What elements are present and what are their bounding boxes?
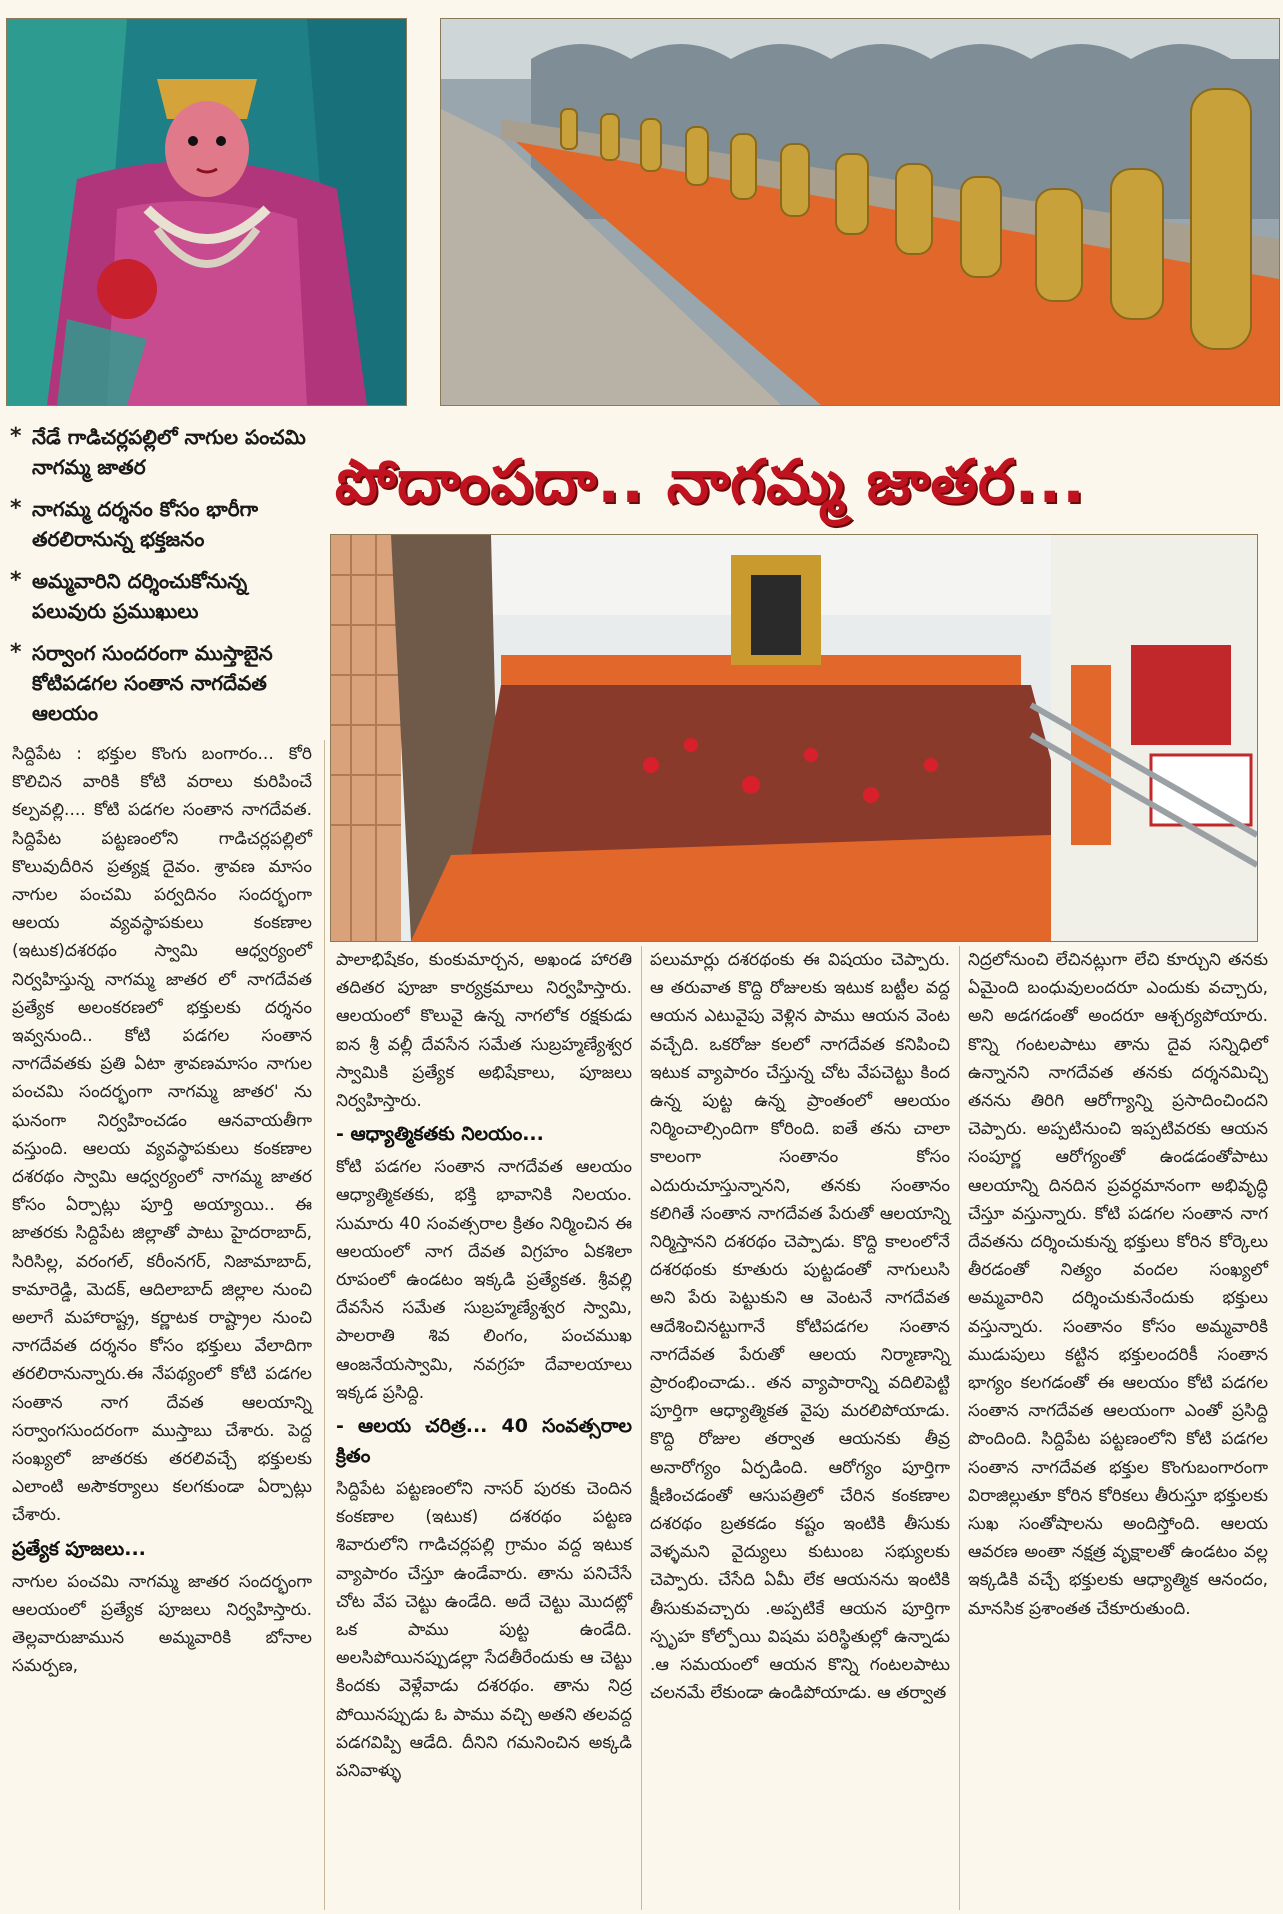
article-column-3 (650, 946, 950, 1707)
goddess-idol-photo (6, 18, 407, 406)
bullet-star-icon: * (10, 568, 22, 593)
subheading-temple-history: - ఆలయ చరిత్ర... 40 సంవత్సరాల క్రితం (336, 1415, 632, 1468)
headline: పోదాంపదా.. నాగమ్మ జాతర... (335, 447, 1086, 517)
highlight-item: * నేడే గాడిచర్లపల్లిలో నాగుల పంచమి నాగమ్మ జాతర (10, 422, 310, 482)
paragraph: నిద్రలోనుంచి లేచినట్లుగా లేచి కూర్చుని తనకు ఏమైంది బంధువులందరూ ఎందుకు వచ్చారు, అని అడగడంతో అందరూ ఆశ్చర్యపోయారు. కొన్ని గంటలపాటు తాను దైవ సన్నిధిలో ఉన్నానని నాగదేవత తనకు దర్శనమిచ్చి తనను తిరిగి ఆరోగ్యాన్ని ప్రసాదించిందని చెప్పారు. అప్పటినుంచి ఇప్పటివరకు ఆయన సంపూర్ణ ఆరోగ్యంతో ఉండడంతోపాటు ఆలయాన్ని దినదిన ప్రవర్ధమానంగా అభివృద్ధి చేస్తూ వస్తున్నారు. కోటి పడగల సంతాన నాగ దేవతను దర్శించుకున్న భక్తులు కోరిన కోర్కెలు తీరడంతో నిత్యం వందల సంఖ్యలో అమ్మవారిని దర్శించుకునేందుకు భక్తులు వస్తున్నారు. సంతానం కోసం అమ్మవారికి ముడుపులు కట్టిన భక్తులందరికీ సంతాన భాగ్యం కలగడంతో ఈ ఆలయం కోటి పడగల సంతాన నాగదేవత ఆలయంగా ఎంతో ప్రసిద్ది పొందింది. సిద్దిపేట పట్టణంలోని కోటి పడగల సంతాన నాగదేవత భక్తుల కొంగుబంగారంగా విరాజిల్లుతూ కోరిన కోరికలు తీరుస్తూ భక్తులకు సుఖ సంతోషాలను అందిస్తోంది. ఆలయ ఆవరణ అంతా నక్షత్ర వృక్షాలతో ఉండటం వల్ల ఇక్కడికి వచ్చే భక్తులకు ఆధ్యాత్మిక ఆనందం, మానసిక ప్రశాంతత చేకూరుతుంది. (968, 950, 1268, 1619)
highlight-item: * సర్వాంగ సుందరంగా ముస్తాబైన కోటిపడగల సంతాన నాగదేవత ఆలయం (10, 638, 310, 728)
bullet-star-icon: * (10, 640, 22, 665)
article-column-4 (968, 946, 1268, 1623)
highlight-item: * నాగమ్మ దర్శనం కోసం భారీగా తరలిరానున్న భక్తజనం (10, 494, 310, 554)
paragraph: కోటి పడగల సంతాన నాగదేవత ఆలయం ఆధ్యాత్మికతకు, భక్తి భావానికి నిలయం. సుమారు 40 సంవత్సరాల క్రితం నిర్మించిన ఈ ఆలయంలో నాగ దేవత విగ్రహం ఏకశిలా రూపంలో ఉండటం ఇక్కడి ప్రత్యేకత. శ్రీవల్లి దేవసేన సమేత సుబ్రహ్మణ్యేశ్వర స్వామి, పాలరాతి శివ లింగం, పంచముఖ ఆంజనేయస్వామి, నవగ్రహ దేవాలయాలు ఇక్కడ ప్రసిద్ది. (336, 1157, 632, 1403)
column-divider (959, 946, 960, 1910)
snake-idols-photo (440, 18, 1280, 406)
highlights-list (10, 422, 310, 740)
paragraph: సిద్దిపేట పట్టణంలోని నాసర్ పురకు చెందిన కంకణాల (ఇటుక) దశరథం పట్టణ శివారులోని గాడిచర్లపల్లి గ్రామం వద్ద ఇటుక వ్యాపారం చేస్తూ ఉండేవారు. తాను పనిచేసే చోట వేప చెట్టు ఉండేది. అదే చెట్టు మొదట్లో ఒక పాము పుట్ట ఉండేది. అలసిపోయినప్పుడల్లా సేదతీరేందుకు ఆ చెట్టు కిందకు వెళ్లేవాడు దశరథం. తాను నిద్ర పోయినప్పుడు ఓ పాము వచ్చి అతని తలవద్ద పడగవిప్పి ఆడేది. దీనిని గమనించిన అక్కడి పనివాళ్ళు (336, 1479, 632, 1782)
column-divider (324, 740, 325, 1910)
paragraph: పలుమార్లు దశరథంకు ఈ విషయం చెప్పారు. ఆ తరువాత కొద్ది రోజులకు ఇటుక బట్టీల వద్ద ఆయన ఎటువైపు వెళ్లిన పాము ఆయన వెంట వచ్చేది. ఒకరోజు కలలో నాగదేవత కనిపించి ఇటుక వ్యాపారం చేస్తున్న చోట వేపచెట్టు కింద ఉన్న పుట్ట ఉన్న ప్రాంతంలో ఆలయం నిర్మించాల్సిందిగా కోరింది. ఐతే తను చాలా కాలంగా సంతానం కోసం ఎదురుచూస్తున్నానని, తనకు సంతానం కలిగితే సంతాన నాగదేవత పేరుతో ఆలయాన్ని నిర్మిస్తానని దశరథం చెప్పాడు. కొద్ది కాలంలోనే దశరథంకు కూతురు పుట్టడంతో నాగులుసి అని పేరు పెట్టుకుని ఆ వెంటనే నాగదేవత ఆదేశించినట్టుగానే కోటిపడగల సంతాన నాగదేవత పేరుతో ఆలయ నిర్మాణాన్ని ప్రారంభించాడు.. తన వ్యాపారాన్ని వదిలిపెట్టి పూర్తిగా ఆధ్యాత్మికత వైపు మరలిపోయాడు. కొద్ది రోజుల తర్వాత ఆయనకు తీవ్ర అనారోగ్యం ఏర్పడింది. ఆరోగ్యం పూర్తిగా క్షీణించడంతో ఆసుపత్రిలో చేరిన కంకణాల దశరథం బ్రతకడం కష్టం ఇంటికి తీసుకు వెళ్ళమని వైద్యులు కుటుంబ సభ్యులకు చెప్పారు. చేసేది ఏమీ లేక ఆయనను ఇంటికి తీసుకువచ్చారు .అప్పటికే ఆయన పూర్తిగా స్పృహ కోల్పోయి విషమ పరిస్థితుల్లో ఉన్నాడు .ఆ సమయంలో ఆయన కొన్ని గంటలపాటు చలనమే లేకుండా ఉండిపోయాడు. ఆ తర్వాత (650, 950, 950, 1704)
bullet-star-icon: * (10, 496, 22, 521)
article-column-2 (336, 946, 632, 1785)
paragraph: పాలాభిషేకం, కుంకుమార్చన, అఖండ హారతి తదితర పూజా కార్యక్రమాలు నిర్వహిస్తారు. ఆలయంలో కొలువై ఉన్న నాగలోక రక్షకుడు ఐన శ్రీ వల్లీ దేవసేన సమేత సుబ్రహ్మణ్యేశ్వర స్వామికి ప్రత్యేక అభిషేకాలు, పూజలు నిర్వహిస్తారు. (336, 950, 632, 1112)
subheading-special-pujas: ప్రత్యేక పూజలు... (12, 1537, 146, 1560)
highlight-item: * అమ్మవారిని దర్శించుకోనున్న పలువురు ప్రముఖులు (10, 566, 310, 626)
shrine-photo (330, 534, 1258, 942)
bullet-star-icon: * (10, 424, 22, 449)
column-divider (641, 946, 642, 1910)
article-column-1 (12, 740, 312, 1681)
paragraph: నాగుల పంచమి నాగమ్మ జాతర సందర్భంగా ఆలయంలో ప్రత్యేక పూజలు నిర్వహిస్తారు. తెల్లవారుజామున అమ్మవారికి బోనాల సమర్పణ, (12, 1571, 312, 1677)
paragraph: సిద్దిపేట : భక్తుల కొంగు బంగారం... కోరి కొలిచిన వారికి కోటి వరాలు కురిపించే కల్పవల్లి.... కోటి పడగల సంతాన నాగదేవత. సిద్దిపేట పట్టణంలోని గాడిచర్లపల్లిలో కొలువుదీరిన ప్రత్యక్ష దైవం. శ్రావణ మాసం నాగుల పంచమి పర్వదినం సందర్భంగా ఆలయ వ్యవస్థాపకులు కంకణాల (ఇటుక)దశరథం స్వామి ఆధ్వర్యంలో నిర్వహిస్తున్న నాగమ్మ జాతర లో నాగదేవత ప్రత్యేక అలంకరణలో భక్తులకు దర్శనం ఇవ్వనుంది.. కోటి పడగల సంతాన నాగదేవతకు ప్రతి ఏటా శ్రావణమాసం నాగుల పంచమి సందర్భంగా నాగమ్మ జాతర' ను ఘనంగా నిర్వహించడం ఆనవాయతీగా వస్తుంది. ఆలయ వ్యవస్థాపకులు కంకణాల దశరథం స్వామి ఆధ్వర్యంలో నాగమ్మ జాతర కోసం ఏర్పాట్లు పూర్తి అయ్యాయి.. ఈ జాతరకు సిద్దిపేట జిల్లాతో పాటు హైదరాబాద్, సిరిసిల్ల, వరంగల్, కరీంనగర్, నిజామాబాద్, కామారెడ్డి, మెదక్, ఆదిలాబాద్ జిల్లాల నుంచి అలాగే మహారాష్ట్ర, కర్ణాటక రాష్ట్రాల నుంచి నాగదేవత దర్శనం కోసం భక్తులు వేలాదిగా తరలిరానున్నారు.ఈ నేపథ్యంలో కోటి పడగల సంతాన నాగ దేవత ఆలయాన్ని సర్వాంగసుందరంగా ముస్తాబు చేశారు. పెద్ద సంఖ్యలో జాతరకు తరలివచ్చే భక్తులకు ఎలాంటి అసౌకర్యాలు కలగకుండా ఏర్పాట్లు చేశారు. (12, 744, 312, 1526)
subheading-spirituality: - ఆధ్యాత్మికతకు నిలయం... (336, 1123, 544, 1146)
